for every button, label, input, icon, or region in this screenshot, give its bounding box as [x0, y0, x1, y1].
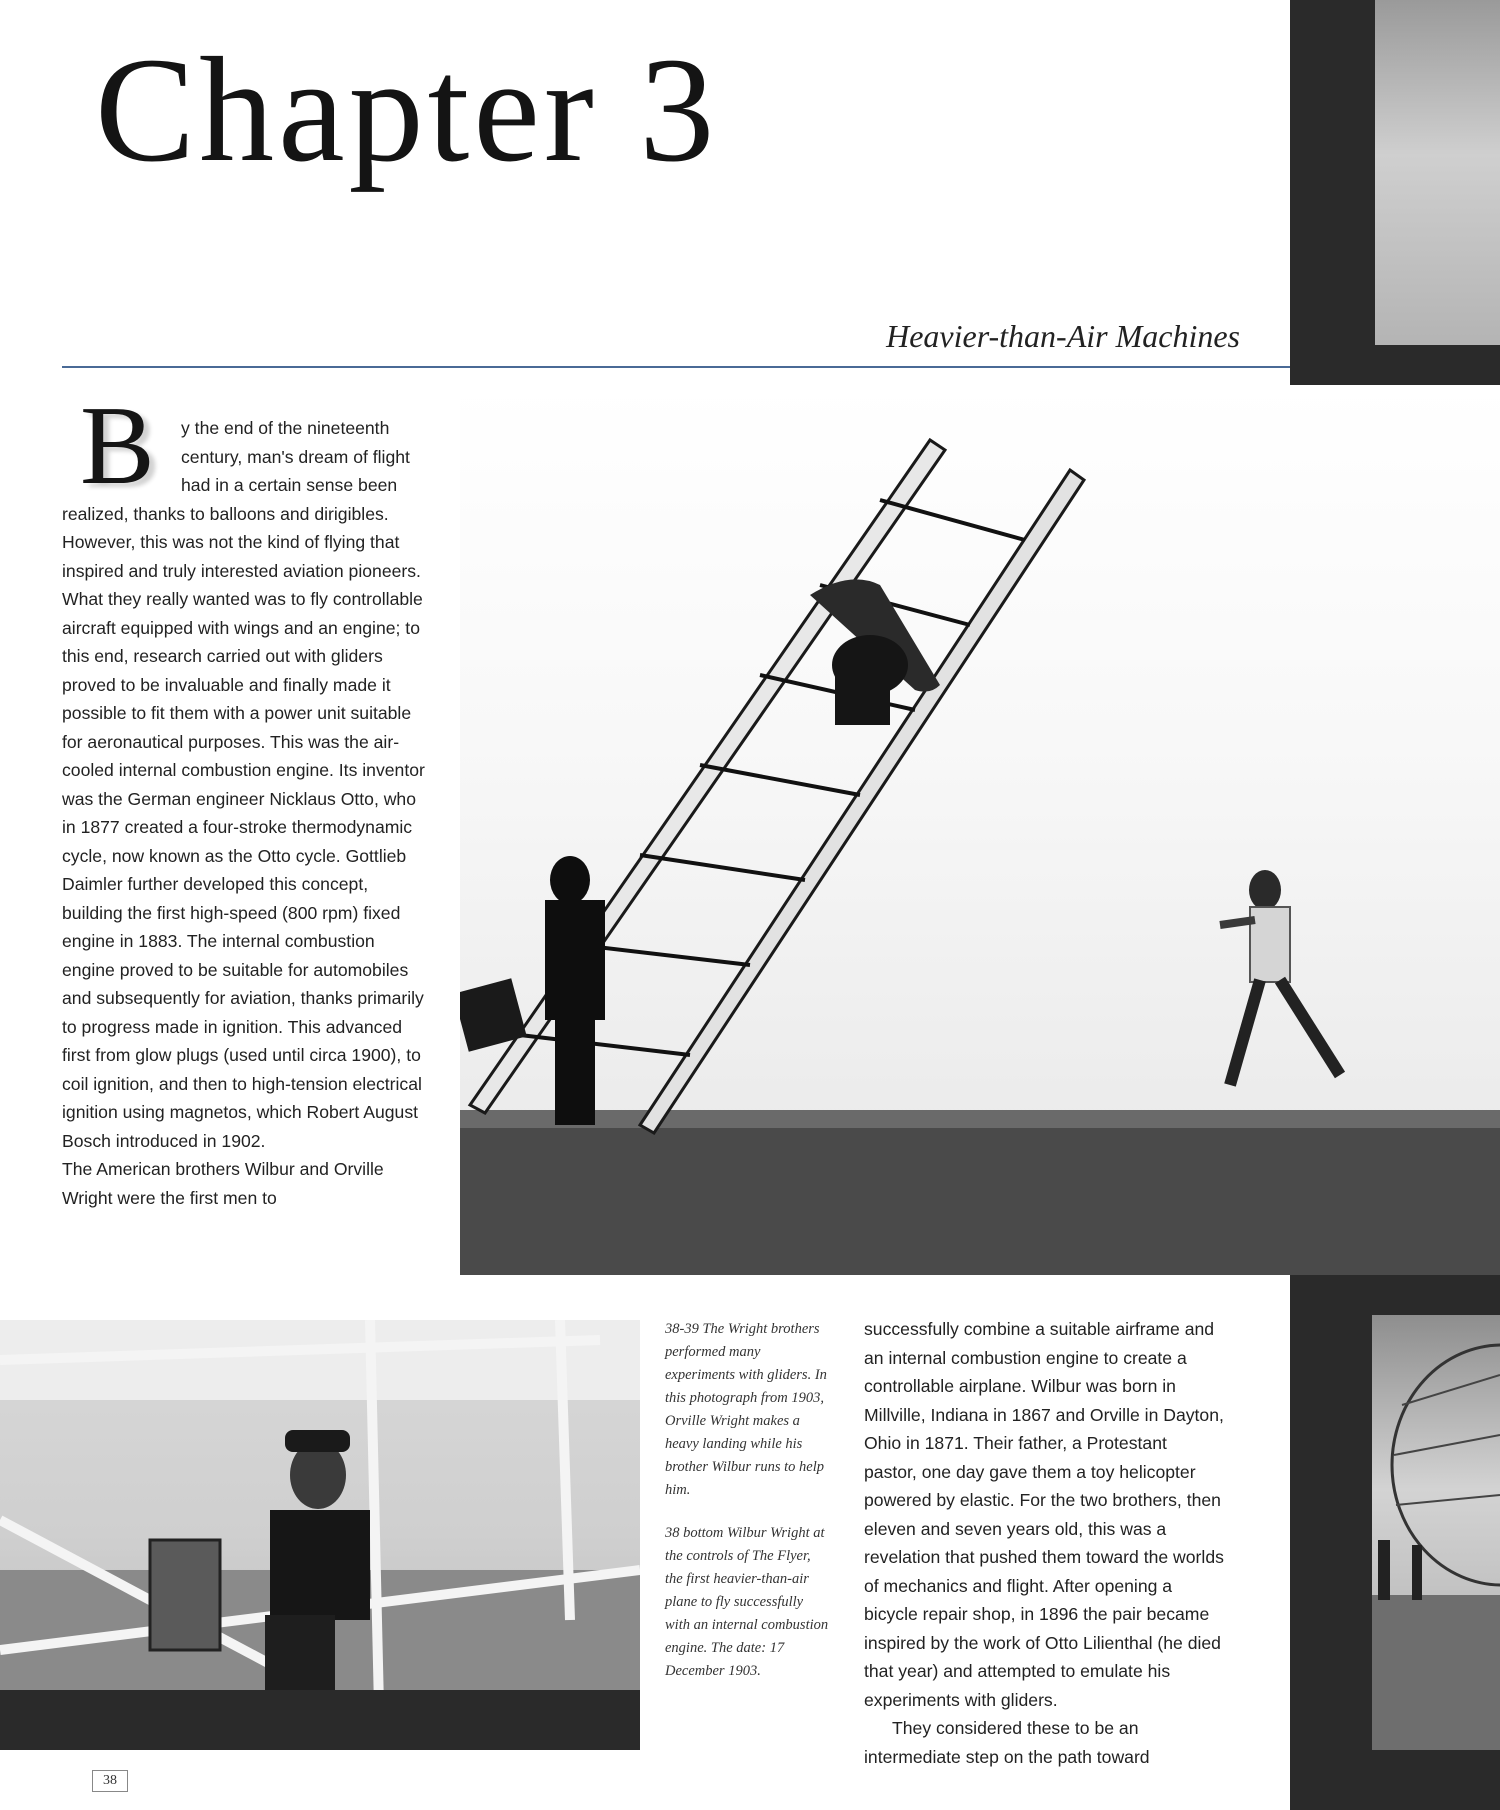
body-paragraph-3: successfully combine a suitable airframe and an internal combustion engine to create a controllable airplane. Wilbur was born in Millville, Indiana in 1867 and Orville in Dayton, Ohio in 1871. Their father, a Protestant pastor, one day gave them a toy helicopter powered by elastic. For the two brothers, then eleven and seven years old, this was a revelation that pushed them toward the worlds of mechanics and flight. After opening a bicycle repair shop, in 1896 the pair became inspired by the work of Otto Lilienthal (he died that year) and attempted to emulate his experiments with gliders. [864, 1319, 1224, 1710]
photo-caption-38-39: 38-39 The Wright brothers performed many experiments with gliders. In this photograph from 1903, Orville Wright makes a heavy landing while his brother Wilbur runs to help him. [665, 1321, 827, 1498]
page-number: 38 [92, 1770, 128, 1792]
partial-photo-bottom-right [1372, 1315, 1500, 1750]
body-column-3 [864, 1315, 1224, 1771]
chapter-title: Chapter 3 [95, 27, 719, 193]
glider-landing-illustration [460, 385, 1500, 1275]
body-column-1 [62, 500, 426, 1213]
body-line-1: y the end of the nineteenth [181, 418, 390, 438]
section-title: Heavier-than-Air Machines [886, 318, 1240, 354]
title-rule [62, 366, 1290, 368]
wright-glider-photo [460, 385, 1500, 1275]
partial-photo-top-right [1375, 0, 1500, 345]
flyer-controls-illustration [0, 1320, 640, 1750]
drop-cap: B [80, 384, 155, 508]
body-paragraph-2: The American brothers Wilbur and Orville Wright were the first men to [62, 1159, 384, 1208]
wilbur-flyer-photo [0, 1320, 640, 1750]
body-paragraph-4: They considered these to be an intermediate step on the path toward [864, 1718, 1150, 1767]
body-line-3: had in a certain sense been [181, 475, 398, 495]
body-line-2: century, man's dream of flight [181, 446, 410, 467]
balloon-frame-illustration [1372, 1315, 1500, 1750]
photo-caption-38-bottom: 38 bottom Wilbur Wright at the controls of The Flyer, the first heavier-than-air plane to fly successfully with an internal combustion engine. The date: 17 December 1903. [665, 1525, 829, 1679]
body-paragraph-1: realized, thanks to balloons and dirigibles. However, this was not the kind of flying that inspired and truly interested aviation pioneers. What they really wanted was to fly controllable aircraft equipped with wings and an engine; to this end, research carried out with gliders proved to be invaluable and finally made it possible to fit them with a power unit suitable for aeronautical purposes. This was the air-cooled internal combustion engine. Its inventor was the German engineer Nicklaus Otto, who in 1877 created a four-stroke thermodynamic cycle, now known as the Otto cycle. Gottlieb Daimler further developed this concept, building the first high-speed (800 rpm) fixed engine in 1883. The internal combustion engine proved to be suitable for automobiles and subsequently for aviation, thanks primarily to progress made in ignition. This advanced first from glow plugs (used until circa 1900), to coil ignition, and then to high-tension electrical ignition using magnetos, which Robert August Bosch introduced in 1902. [62, 503, 425, 1151]
